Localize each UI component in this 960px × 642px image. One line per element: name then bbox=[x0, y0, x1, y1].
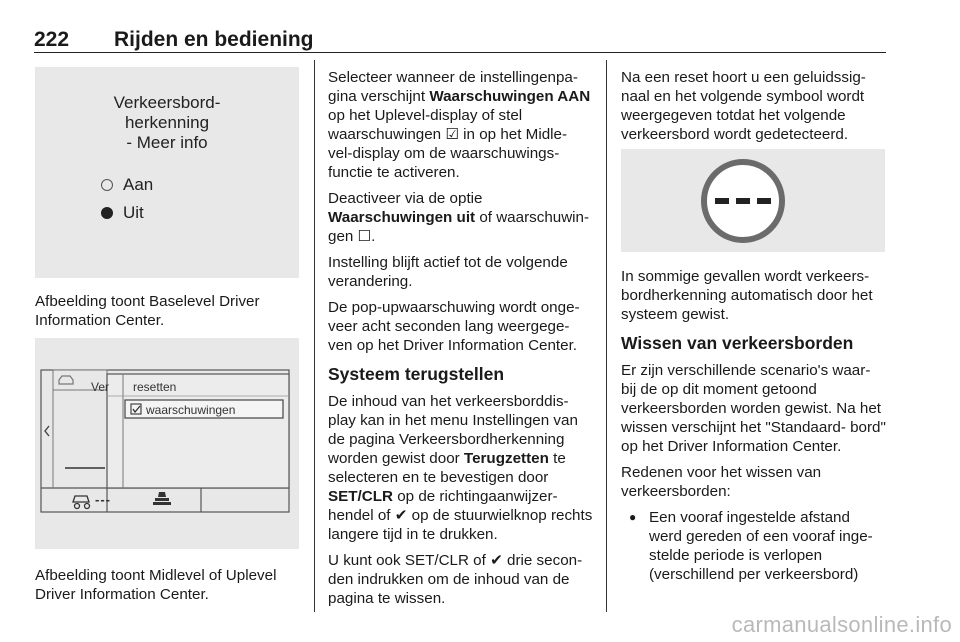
paragraph bbox=[328, 68, 594, 182]
menu-item-warnings: waarschuwingen bbox=[146, 403, 236, 417]
column-divider-2 bbox=[606, 60, 607, 612]
figure1-caption: Afbeelding toont Baselevel Driver Information Center. bbox=[35, 293, 260, 329]
paragraph bbox=[328, 189, 594, 246]
column-2 bbox=[328, 68, 594, 615]
menu-item-reset: resetten bbox=[133, 380, 177, 394]
text: Deactiveer via de optie bbox=[328, 190, 483, 207]
paragraph: Na een reset hoort u een geluidssig- naal en het volgende symbool wordt weergegeven totdat het volgende verkeersbord wordt gedetecteerd. bbox=[621, 69, 866, 143]
text: of waarschuwin- gen ☐. bbox=[328, 209, 590, 245]
menu-term: Waarschuwingen uit bbox=[328, 209, 476, 226]
header-rule bbox=[34, 52, 886, 53]
reason-list bbox=[621, 508, 887, 584]
figure-uplevel-display bbox=[35, 338, 299, 549]
radio-empty-icon bbox=[101, 179, 113, 191]
text: op het Uplevel-display of stel waarschuwingen ☑ in op het Midle- vel-display om de waarschuwings- functie te activeren. bbox=[328, 107, 568, 181]
tab-label: Ver bbox=[91, 380, 110, 394]
figure-baselevel-display bbox=[35, 67, 299, 278]
status-dashes: --- bbox=[95, 492, 111, 507]
list-item: ● Een vooraf ingestelde afstand werd gereden of een vooraf inge- stelde periode is verlopen (verschillend per verkeersbord) bbox=[621, 508, 887, 584]
watermark: carmanualsonline.info bbox=[731, 612, 952, 637]
end-restriction-sign-icon bbox=[621, 149, 885, 252]
chapter-title: Rijden en bediening bbox=[114, 28, 314, 51]
paragraph: De pop-upwaarschuwing wordt onge- veer acht seconden lang weergege- ven op het Driver Information Center. bbox=[328, 299, 580, 354]
page-number: 222 bbox=[34, 28, 70, 51]
option-off bbox=[101, 203, 144, 223]
page-header bbox=[34, 28, 886, 50]
paragraph: In sommige gevallen wordt verkeers- bordherkenning automatisch door het systeem gewist. bbox=[621, 268, 873, 323]
display-title-line: Verkeersbord- bbox=[113, 93, 221, 112]
chevron-left-icon bbox=[45, 426, 49, 436]
figure2-caption: Afbeelding toont Midlevel of Uplevel Driver Information Center. bbox=[35, 567, 277, 603]
control-term: SET/CLR bbox=[328, 488, 393, 505]
vehicle-ahead-icon bbox=[153, 492, 171, 505]
display-title-line: herkenning bbox=[124, 113, 210, 132]
menu-term: Waarschuwingen AAN bbox=[429, 88, 591, 105]
text: Selecteer wanneer de instellingenpa- gina verschijnt bbox=[328, 69, 578, 105]
figure-end-sign bbox=[621, 149, 885, 252]
paragraph bbox=[328, 392, 594, 544]
paragraph: U kunt ook SET/CLR of ✔ drie secon- den indrukken om de inhoud van de pagina te wissen. bbox=[328, 552, 583, 607]
column-divider-1 bbox=[314, 60, 315, 612]
paragraph: Instelling blijft actief tot de volgende verandering. bbox=[328, 254, 568, 290]
paragraph: Er zijn verschillende scenario's waar- bij de op dit moment getoond verkeersborden worden gewist. Na het wissen verschijnt het "Standaard- bord" op het Driver Information Center. bbox=[621, 362, 886, 455]
radio-selected-icon bbox=[101, 207, 113, 219]
section-heading: Wissen van verkeersborden bbox=[621, 333, 854, 353]
text: op de richtingaanwijzer- hendel of ✔ op de stuurwielknop rechts langere tijd in te drukken. bbox=[328, 488, 593, 543]
display-title-line: - Meer info bbox=[126, 133, 208, 152]
sign-recognition-icon bbox=[73, 496, 90, 509]
section-heading: Systeem terugstellen bbox=[328, 364, 505, 384]
display-title bbox=[35, 93, 299, 153]
option-on-label: Aan bbox=[123, 175, 154, 194]
column-3-continued bbox=[621, 267, 887, 584]
column-3 bbox=[621, 68, 887, 151]
text: De inhoud van het verkeersborddis- play kan in het menu Instellingen van de pagina Verkeersbordherkenning worden gewist door bbox=[328, 393, 578, 467]
paragraph: Redenen voor het wissen van verkeersborden: bbox=[621, 464, 822, 500]
text: te selecteren en te bevestigen door bbox=[328, 450, 566, 486]
option-off-label: Uit bbox=[123, 203, 144, 222]
option-on bbox=[101, 175, 153, 195]
display-screen bbox=[35, 338, 299, 549]
menu-term: Terugzetten bbox=[463, 450, 549, 467]
